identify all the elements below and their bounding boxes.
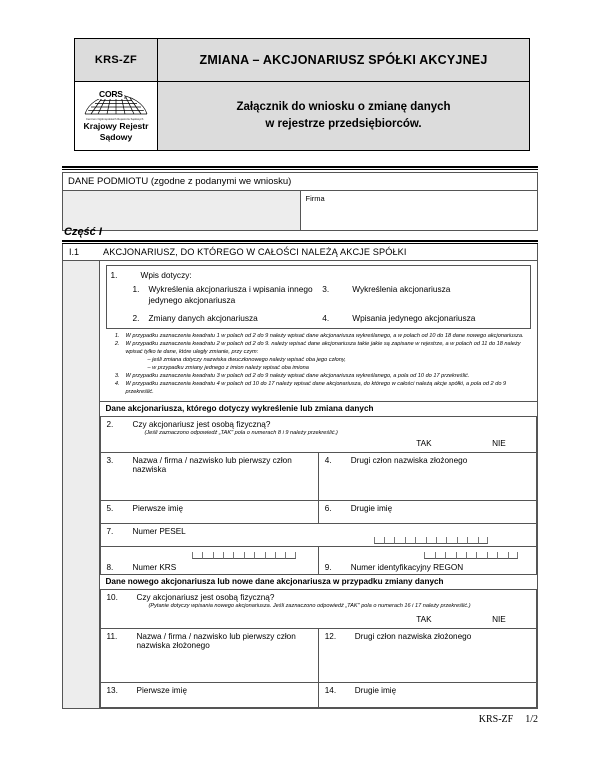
header-title-row	[75, 39, 530, 82]
krs-logo-cell	[75, 82, 158, 151]
krs-name-line1: Krajowy Rejestr	[83, 120, 149, 131]
comb-cell[interactable]	[508, 552, 518, 559]
field-row-q2	[100, 417, 537, 453]
field-7-pesel[interactable]	[100, 523, 537, 546]
field-6[interactable]	[318, 500, 536, 523]
field-q10-label: Czy akcjonariusz jest osobą fizyczną?	[136, 592, 275, 602]
field-13-number: 13.	[106, 685, 118, 695]
subtitle-line2: w rejestrze przedsiębiorców.	[265, 118, 422, 130]
field-3[interactable]	[100, 452, 318, 500]
field-5-label-wrap	[101, 501, 318, 513]
page-footer	[479, 714, 538, 725]
section-number: I.1	[63, 244, 100, 261]
field-3-label-wrap	[101, 453, 318, 474]
comb-cell[interactable]	[497, 552, 507, 559]
entry-scope-number: 1.	[110, 270, 118, 280]
field-row-7	[100, 523, 537, 546]
comb-cell[interactable]	[467, 537, 477, 544]
field-9-label-wrap	[319, 560, 536, 572]
pesel-comb-input[interactable]	[374, 537, 488, 544]
header-table	[74, 38, 530, 151]
form-subtitle-cell	[158, 82, 530, 151]
field-5[interactable]	[100, 500, 318, 523]
comb-cell[interactable]	[435, 552, 445, 559]
firma-field[interactable]	[300, 191, 538, 231]
comb-cell[interactable]	[476, 552, 486, 559]
field-6-number: 6.	[324, 503, 332, 513]
instruction-item	[104, 381, 532, 397]
regon-comb-input[interactable]	[424, 552, 518, 559]
subject-table	[62, 172, 538, 231]
option-3-label: Wykreślenia akcjonariusza	[352, 284, 451, 294]
field-13-label-wrap	[101, 683, 318, 695]
option-2-number: 2.	[132, 312, 140, 323]
instructions-list	[104, 333, 532, 397]
instruction-number: 1.	[114, 333, 120, 340]
comb-cell[interactable]	[265, 552, 275, 559]
form-code-cell: KRS-ZF	[75, 39, 158, 82]
comb-cell[interactable]	[244, 552, 254, 559]
field-9-label: Numer identyfikacyjny REGON	[350, 562, 464, 572]
instruction-number: 4.	[114, 380, 120, 387]
comb-cell[interactable]	[233, 552, 243, 559]
instruction-text: – w przypadku zmiany jednego z imion należy wpisać oba imiona	[147, 365, 309, 372]
field-row-q10	[100, 590, 537, 629]
field-14[interactable]	[318, 682, 536, 707]
comb-cell[interactable]	[202, 552, 212, 559]
comb-cell[interactable]	[405, 537, 415, 544]
section-gutter	[63, 261, 100, 709]
field-3-number: 3.	[106, 455, 114, 465]
field-q2-no[interactable]: NIE	[492, 438, 506, 448]
field-11-label-wrap	[101, 629, 318, 650]
comb-cell[interactable]	[487, 552, 497, 559]
option-4-number: 4.	[322, 312, 330, 323]
field-8-number: 8.	[106, 562, 114, 572]
subject-data-section	[62, 172, 538, 231]
field-row-11-12	[100, 628, 537, 682]
instruction-text: W przypadku zaznaczenia kwadratu 2 w polach od 2 do 9. należy wpisać dane akcjonariusza takie jakie są zapisane w rejestrze, a w polach od 11 do 18 należy wpisać tylko te dane, które uległy zmianie, przy czym:	[125, 341, 521, 356]
field-8-krs[interactable]	[100, 546, 318, 574]
field-q2-yes[interactable]: TAK	[416, 438, 432, 448]
section-title: AKCJONARIUSZ, DO KTÓREGO W CAŁOŚCI NALEŻĄ AKCJE SPÓŁKI	[99, 244, 538, 261]
option-3-number: 3.	[322, 284, 330, 294]
instruction-number: 3.	[114, 373, 120, 380]
subtitle-line1: Załącznik do wniosku o zmianę danych	[236, 101, 451, 114]
footer-form-code: KRS-ZF	[478, 714, 514, 725]
krs-name-line2: Sądowy	[99, 131, 133, 142]
field-q2-label-wrap	[101, 417, 537, 429]
instruction-number	[104, 365, 126, 373]
instruction-text: – jeśli zmiana dotyczy nazwiska dwuczłonowego należy wpisać oba jego człony,	[147, 357, 346, 364]
comb-cell[interactable]	[285, 552, 295, 559]
field-7-label: Numer PESEL	[132, 526, 186, 536]
comb-cell[interactable]	[415, 537, 425, 544]
field-5-label: Pierwsze imię	[132, 503, 184, 513]
field-12-label-wrap	[319, 629, 536, 641]
instruction-number: 2.	[114, 341, 120, 348]
field-9-number: 9.	[324, 562, 332, 572]
field-q2-number: 2.	[106, 419, 114, 429]
krs-comb-input[interactable]	[192, 552, 296, 559]
field-q2-choices	[386, 439, 536, 448]
comb-cell[interactable]	[478, 537, 488, 544]
subject-header-row	[63, 173, 538, 191]
field-12[interactable]	[318, 628, 536, 682]
new-shareholder-fields	[100, 590, 538, 708]
form-title-cell: ZMIANA – AKCJONARIUSZ SPÓŁKI AKCYJNEJ	[158, 39, 530, 82]
entry-scope-label: Wpis dotyczy:	[140, 270, 192, 280]
field-4-label-wrap	[319, 453, 536, 465]
footer-page-number: 1/2	[525, 714, 538, 725]
comb-cell[interactable]	[436, 537, 446, 544]
field-4-label: Drugi człon nazwiska złożonego	[350, 455, 468, 465]
field-6-label-wrap	[319, 501, 536, 513]
comb-cell[interactable]	[424, 552, 434, 559]
instruction-text: W przypadku zaznaczenia kwadratu 3 w polach od 2 do 9 należy wpisać dane akcjonariusza wykreślanego, a pola od 10 do 17 przekreślić.	[125, 373, 470, 380]
subject-gutter	[63, 191, 301, 231]
firma-label: Firma	[305, 194, 325, 203]
field-11-label: Nazwa / firma / nazwisko lub pierwszy człon nazwiska złożonego	[136, 631, 296, 650]
section-i1-body-row	[63, 261, 538, 709]
comb-cell[interactable]	[466, 552, 476, 559]
part-label: Część I	[64, 226, 102, 238]
header-subtitle-row	[75, 82, 530, 151]
option-1-number: 1.	[132, 284, 140, 294]
field-11-number: 11.	[106, 631, 118, 641]
cors-acronym: CORS	[99, 88, 123, 99]
entry-scope-options	[111, 284, 527, 323]
field-13[interactable]	[100, 682, 318, 707]
entry-scope-option-4[interactable]	[318, 313, 526, 324]
option-1-label: Wykreślenia akcjonariusza i wpisania innego jedynego akcjonariusza	[148, 284, 313, 305]
field-row-3-4	[100, 452, 537, 500]
field-4[interactable]	[318, 452, 536, 500]
field-12-number: 12.	[324, 631, 337, 641]
section-i1	[62, 244, 538, 709]
comb-cell[interactable]	[426, 537, 436, 544]
option-4-label: Wpisania jedynego akcjonariusza	[352, 312, 476, 323]
field-11[interactable]	[100, 628, 318, 682]
current-shareholder-subheader: Dane akcjonariusza, którego dotyczy wykreślenie lub zmiana danych	[100, 401, 538, 417]
field-14-number: 14.	[324, 685, 337, 695]
field-q2-label: Czy akcjonariusz jest osobą fizyczną?	[132, 419, 271, 429]
cors-fullname-caption: Centrum Ogólnopolskich Rejestrów Sądowych	[86, 117, 144, 121]
field-13-label: Pierwsze imię	[136, 685, 188, 695]
instruction-item	[104, 365, 532, 373]
entry-scope-option-2[interactable]	[111, 313, 319, 324]
comb-cell[interactable]	[445, 552, 455, 559]
instruction-item	[104, 373, 532, 381]
krs-logo	[75, 90, 157, 142]
entry-scope-option-3[interactable]	[318, 284, 526, 306]
comb-cell[interactable]	[446, 537, 456, 544]
field-4-number: 4.	[324, 455, 332, 465]
comb-cell[interactable]	[223, 552, 233, 559]
comb-cell[interactable]	[374, 537, 384, 544]
field-q10[interactable]	[100, 590, 537, 629]
comb-cell[interactable]	[213, 552, 223, 559]
field-5-number: 5.	[106, 503, 114, 513]
instruction-number	[104, 357, 126, 365]
subject-header-label: DANE PODMIOTU (zgodne z podanymi we wniosku)	[63, 173, 538, 191]
subject-firma-row	[63, 191, 538, 231]
field-3-label: Nazwa / firma / nazwisko lub pierwszy człon nazwiska	[132, 455, 292, 474]
field-14-label-wrap	[319, 683, 536, 695]
entry-scope-option-1[interactable]	[111, 284, 319, 306]
krs-logo-name	[84, 121, 149, 142]
field-12-label: Drugi człon nazwiska złożonego	[354, 631, 472, 641]
option-2-label: Zmiany danych akcjonariusza	[148, 312, 258, 323]
field-row-13-14	[100, 682, 537, 707]
section-i1-header-row	[63, 244, 538, 261]
field-q10-number: 10.	[106, 592, 118, 602]
field-8-label-wrap	[101, 560, 318, 572]
cors-globe-icon	[82, 90, 150, 120]
field-q2-note: (Jeśli zaznaczono odpowiedź „TAK" pola o numerach 8 i 9 należy przekreślić.)	[144, 429, 338, 436]
current-shareholder-fields	[100, 417, 538, 575]
field-6-label: Drugie imię	[350, 503, 393, 513]
field-q10-choices	[386, 615, 536, 624]
comb-cell[interactable]	[457, 537, 467, 544]
instruction-item	[104, 333, 532, 341]
field-9-regon[interactable]	[318, 546, 536, 574]
field-q2[interactable]	[100, 417, 537, 453]
instruction-item	[104, 357, 532, 365]
field-row-5-6	[100, 500, 537, 523]
instruction-text: W przypadku zaznaczenia kwadratu 4 w polach od 10 do 17 należy wpisać dane akcjonariusza, do którego w całości należą akcje spółki, a pola od 2 do 9 przekreślić.	[125, 380, 507, 395]
comb-cell[interactable]	[275, 552, 285, 559]
field-7-number: 7.	[106, 526, 114, 536]
comb-cell[interactable]	[456, 552, 466, 559]
entry-scope-question	[111, 270, 527, 280]
field-row-8-9	[100, 546, 537, 574]
comb-cell[interactable]	[384, 537, 394, 544]
section-i1-table	[62, 244, 538, 709]
new-shareholder-subheader: Dane nowego akcjonariusza lub nowe dane akcjonariusza w przypadku zmiany danych	[100, 575, 538, 590]
field-8-label: Numer KRS	[132, 562, 177, 572]
comb-cell[interactable]	[394, 537, 404, 544]
field-14-label: Drugie imię	[354, 685, 397, 695]
entry-scope-box	[106, 265, 532, 329]
field-7-label-wrap	[101, 524, 537, 536]
field-q10-no[interactable]: NIE	[492, 614, 506, 624]
field-q10-yes[interactable]: TAK	[416, 614, 432, 624]
form-header	[74, 38, 530, 151]
header-divider-rule	[62, 166, 538, 170]
instruction-text: W przypadku zaznaczenia kwadratu 1 w polach od 2 do 9 należy wpisać dane akcjonariusza wykreślanego, a w polach od 10 do 18 dane nowego akcjonariusza.	[125, 333, 524, 340]
instruction-item	[104, 341, 532, 357]
comb-cell[interactable]	[192, 552, 202, 559]
comb-cell[interactable]	[254, 552, 264, 559]
field-q10-label-wrap	[101, 590, 537, 602]
field-q10-note: (Pytanie dotyczy wpisania nowego akcjonariusza. Jeśli zaznaczono odpowiedź „TAK" pola o numerach 16 i 17 należy przekreślić.)	[148, 602, 471, 609]
section-body	[99, 261, 538, 709]
